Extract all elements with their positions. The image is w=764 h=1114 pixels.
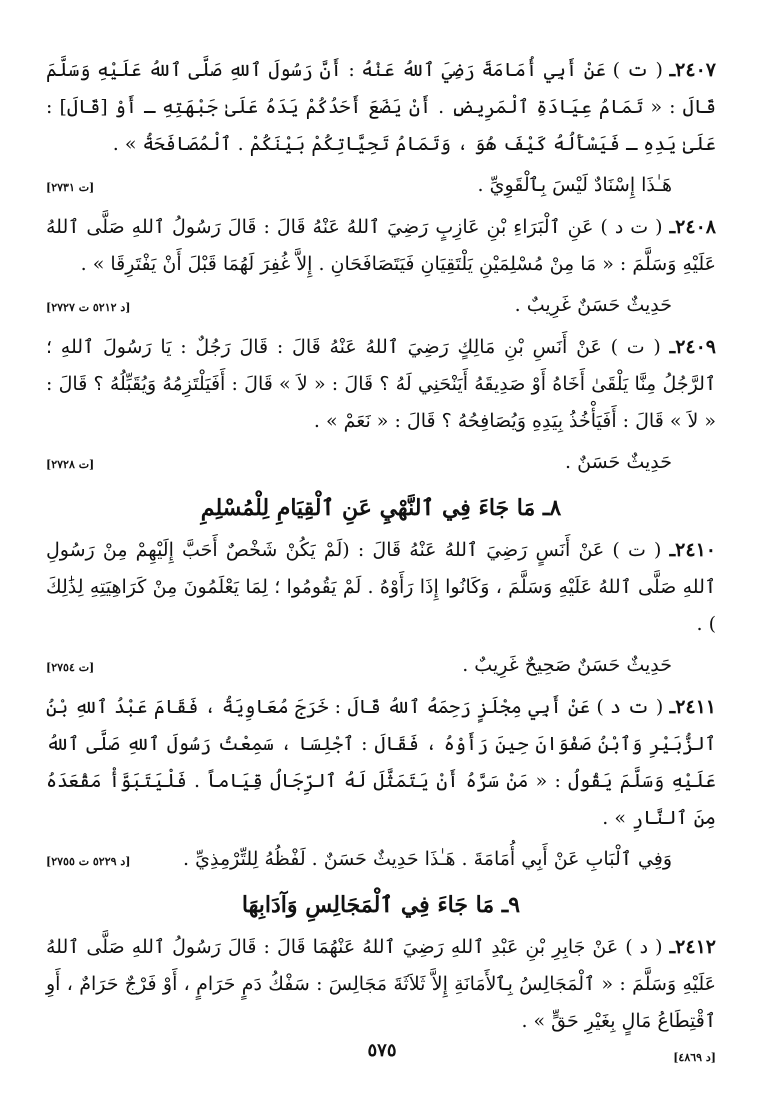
hadith-text: ( ت ) عَنْ أَبِي أُمَامَةَ رَضِيَ ٱللهُ عَنْهُ : أَنَّ رَسُولَ ٱللهِ صَلَّى ٱللهُ عَلَيْهِ وَسَلَّمَ قَالَ : « تَمَامُ عِيَادَةِ ٱلْمَرِيضِ . أَنْ يَضَعَ أَحَدُكُمْ يَدَهُ عَلَىٰ جَبْهَتِهِ ـ أَوْ [قَالَ] : عَلَىٰ يَدِهِ ـ فَيَسْأَلُهُ كَيْفَ هُوَ ، وَتَمَامُ تَحِيَّاتِكُمْ بَيْنَكُمْ . ٱلْمُصَافَحَةُ » . (46, 59, 716, 155)
hadith-2409 (46, 329, 716, 440)
reference-code: [ت ٢٧٣١] (46, 181, 95, 194)
grading-text: وَفِي ٱلْبَابِ عَنْ أَبِي أُمَامَةَ . هَـٰذَا حَدِيثٌ حَسَنٌ . لَفْظُهُ لِلتِّرْمِذِيِّ . (183, 848, 672, 870)
reference-code: [د ٥٢٢٩ ت ٢٧٥٥] (46, 855, 131, 868)
page-body (46, 52, 716, 1065)
reference-code: [د ٤٨٦٩] (673, 1051, 716, 1064)
grading-row-2410 (46, 647, 716, 683)
reference-code: [د ٥٢١٢ ت ٢٧٢٧] (46, 301, 131, 314)
grading-text: هَـٰذَا إِسْنَادٌ لَيْسَ بِٱلْقَوِيِّ . (477, 174, 672, 196)
grading-row-2408 (46, 287, 716, 323)
hadith-text: ( ت د ) عَنْ أَبِي مِجْلَزٍ رَحِمَهُ ٱللهُ قَالَ : خَرَجَ مُعَاوِيَةُ ، فَقَامَ عَبْدُ ٱللهِ بْنُ ٱلزُّبَيْرِ وَٱبْنُ صَفْوَانَ حِينَ رَأَوْهُ ، فَقَالَ : ٱجْلِسَا ، سَمِعْتُ رَسُولَ ٱللهِ صَلَّى ٱللهُ عَلَيْهِ وَسَلَّمَ يَقُولُ : « مَنْ سَرَّهُ أَنْ يَتَمَثَّلَ لَهُ ٱلرِّجَالُ قِيَاماً . فَلْيَتَبَوَّأْ مَقْعَدَهُ مِنَ ٱلنَّارِ » . (46, 696, 716, 829)
grading-text: حَدِيثٌ حَسَنٌ صَحِيحٌ غَرِيبٌ . (462, 654, 672, 676)
hadith-text: ( ت د ) عَنِ ٱلْبَرَاءِ بْنِ عَازِبٍ رَضِيَ ٱللهُ عَنْهُ قَالَ : قَالَ رَسُولُ ٱللهِ صَلَّى ٱللهُ عَلَيْهِ وَسَلَّمَ : « مَا مِنْ مُسْلِمَيْنِ يَلْتَقِيَانِ فَيَتَصَافَحَانِ . إِلاَّ غُفِرَ لَهُمَا قَبْلَ أَنْ يَفْتَرِقَا » . (46, 216, 716, 275)
hadith-2410 (46, 532, 716, 643)
grading-row-2409 (46, 444, 716, 480)
reference-code: [ت ٢٧٥٤] (46, 661, 95, 674)
page-number: ٥٧٥ (367, 1040, 397, 1061)
hadith-number: ٢٤١٠ـ (669, 539, 716, 561)
hadith-2408 (46, 209, 716, 283)
hadith-number: ٢٤١١ـ (669, 696, 717, 718)
hadith-number: ٢٤٠٨ـ (669, 216, 716, 238)
reference-code: [ت ٢٧٢٨] (46, 458, 95, 471)
grading-row-2411 (46, 841, 716, 877)
hadith-2407 (46, 52, 716, 163)
chapter-heading-8: ٨ـ مَا جَاءَ فِي ٱلنَّهْيِ عَنِ ٱلْقِيَامِ لِلْمُسْلِمِ (200, 495, 562, 521)
hadith-text: ( د ) عَنْ جَابِرِ بْنِ عَبْدِ ٱللهِ رَضِيَ ٱللهُ عَنْهُمَا قَالَ : قَالَ رَسُولُ ٱللهِ صَلَّى ٱللهُ عَلَيْهِ وَسَلَّمَ : « ٱلْمَجَالِسُ بِٱلأَمَانَةِ إِلاَّ ثَلاَثَةَ مَجَالِسَ : سَفْكُ دَمٍ حَرَامٍ ، أَوْ فَرْجٌ حَرَامٌ ، أَوِ ٱقْتِطَاعُ مَالٍ بِغَيْرِ حَقٍّ » . (46, 936, 716, 1032)
hadith-text: ( ت ) عَنْ أَنَسٍ رَضِيَ ٱللهُ عَنْهُ قَالَ : (لَمْ يَكُنْ شَخْصٌ أَحَبَّ إِلَيْهِمْ مِنْ رَسُولِ ٱللهِ صَلَّى ٱللهُ عَلَيْهِ وَسَلَّمَ ، وَكَانُوا إِذَا رَأَوْهُ . لَمْ يَقُومُوا ؛ لِمَا يَعْلَمُونَ مِنْ كَرَاهِيَتِهِ لِذَٰلِكَ ) . (46, 539, 716, 635)
grading-text: حَدِيثٌ حَسَنٌ . (565, 451, 672, 473)
chapter-heading-9: ٩ـ مَا جَاءَ فِي ٱلْمَجَالِسِ وَآدَابِهَا (241, 892, 521, 918)
grading-text: حَدِيثٌ حَسَنٌ غَرِيبٌ . (514, 294, 672, 316)
hadith-2411 (46, 689, 716, 837)
hadith-2412 (46, 929, 716, 1040)
hadith-number: ٢٤٠٩ـ (669, 336, 717, 358)
hadith-number: ٢٤٠٧ـ (669, 59, 716, 81)
hadith-text: ( ت ) عَنْ أَنَسِ بْنِ مَالِكٍ رَضِيَ ٱللهُ عَنْهُ قَالَ : قَالَ رَجُلٌ : يَا رَسُولَ ٱللهِ ؛ ٱلرَّجُلُ مِنَّا يَلْقَىٰ أَخَاهُ أَوْ صَدِيقَهُ أَيَنْحَنِي لَهُ ؟ قَالَ : « لاَ » قَالَ : أَفَيَلْتَزِمُهُ وَيُقَبِّلُهُ ؟ قَالَ : « لاَ » قَالَ : أَفَيَأْخُذُ بِيَدِهِ وَيُصَافِحُهُ ؟ قَالَ : « نَعَمْ » . (46, 336, 716, 432)
hadith-number: ٢٤١٢ـ (669, 936, 716, 958)
grading-row-2407 (46, 167, 716, 203)
